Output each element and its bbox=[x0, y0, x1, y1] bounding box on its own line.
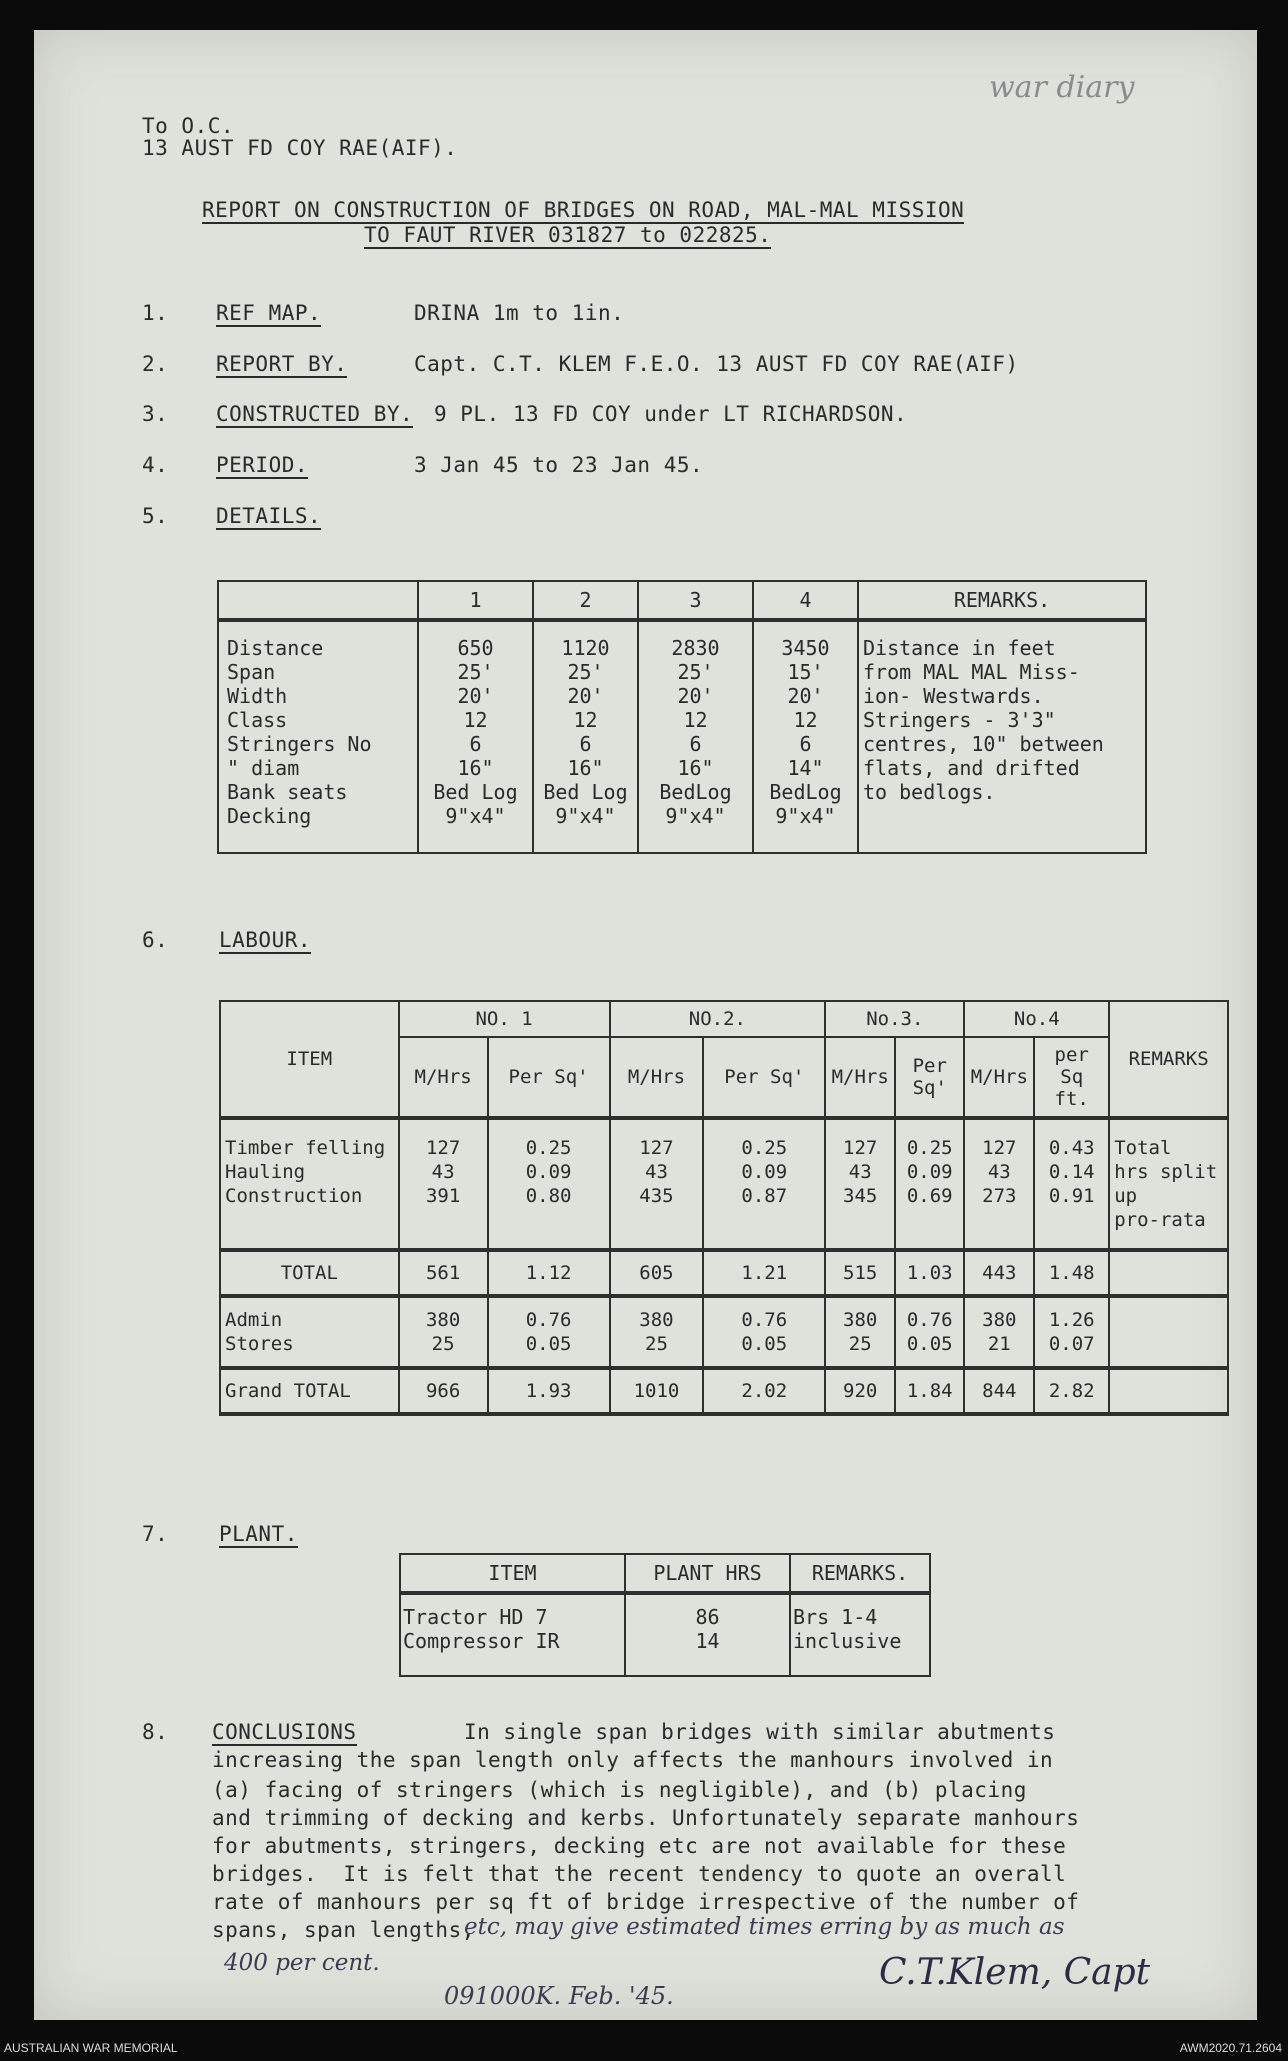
labour-total-remarks bbox=[1109, 1250, 1228, 1296]
conclusions-line: spans, span lengths, bbox=[212, 1918, 475, 1942]
labour-grand-cell: 2.82 bbox=[1034, 1368, 1109, 1414]
item-3-num: 3. bbox=[142, 402, 169, 426]
details-cell: 16" bbox=[457, 756, 494, 780]
labour-admin-col-1 bbox=[399, 1296, 488, 1368]
conclusions-line: for abutments, stringers, decking etc are not available for these bbox=[212, 1834, 1067, 1858]
details-label-stringers-diam: " diam bbox=[227, 756, 300, 780]
document-page bbox=[34, 30, 1257, 2020]
details-cell: 12 bbox=[683, 708, 708, 732]
labour-num: 6. bbox=[142, 928, 169, 952]
details-cell: 16" bbox=[677, 756, 714, 780]
labour-cell: 0.76 bbox=[906, 1309, 953, 1331]
labour-total-cell: 1.21 bbox=[703, 1250, 825, 1296]
details-remark-line: flats, and drifted bbox=[863, 756, 1080, 780]
labour-admin-rows bbox=[220, 1296, 1228, 1368]
labour-remarks bbox=[1109, 1118, 1228, 1250]
labour-cell: 25 bbox=[848, 1333, 872, 1355]
details-cell: BedLog bbox=[659, 780, 732, 804]
labour-cell: 0.76 bbox=[741, 1309, 788, 1331]
labour-label-admin: Admin bbox=[225, 1309, 283, 1331]
labour-label-construction: Construction bbox=[225, 1185, 363, 1207]
item-3-label: CONSTRUCTED BY. bbox=[216, 402, 414, 426]
conclusions-line: rate of manhours per sq ft of bridge irrespective of the number of bbox=[212, 1890, 1080, 1914]
details-header-bridge-1: 1 bbox=[418, 581, 533, 620]
plant-hrs: 14 bbox=[695, 1629, 720, 1653]
conclusions-line: increasing the span length only affects the manhours involved in bbox=[212, 1748, 1054, 1772]
labour-cell: 0.80 bbox=[525, 1185, 572, 1207]
labour-admin-col-2 bbox=[488, 1296, 610, 1368]
details-cell: 14" bbox=[787, 756, 824, 780]
plant-header-row bbox=[400, 1554, 930, 1593]
labour-cell: 0.09 bbox=[906, 1161, 953, 1183]
labour-cell: 0.05 bbox=[906, 1333, 953, 1355]
details-cell: 9"x4" bbox=[775, 804, 836, 828]
details-cell: 3450 bbox=[781, 636, 830, 660]
labour-cell: 0.25 bbox=[906, 1137, 953, 1159]
labour-cell: 435 bbox=[639, 1185, 674, 1207]
details-cell: Bed Log bbox=[543, 780, 628, 804]
details-header-bridge-2: 2 bbox=[533, 581, 638, 620]
labour-cell: 0.05 bbox=[741, 1333, 788, 1355]
details-cell: 1120 bbox=[561, 636, 610, 660]
labour-col-7 bbox=[964, 1118, 1034, 1250]
labour-admin-col-3 bbox=[610, 1296, 704, 1368]
labour-cell: 127 bbox=[639, 1137, 674, 1159]
labour-grand-cell: 844 bbox=[964, 1368, 1034, 1414]
labour-sub-header: Per Sq' bbox=[895, 1037, 964, 1118]
plant-num: 7. bbox=[142, 1522, 169, 1546]
details-labels-cell bbox=[218, 620, 418, 853]
labour-table bbox=[219, 1000, 1229, 1416]
details-remark-line: from MAL MAL Miss- bbox=[863, 660, 1080, 684]
details-header-remarks: REMARKS. bbox=[858, 581, 1146, 620]
labour-cell: 0.09 bbox=[525, 1161, 572, 1183]
item-1-value: DRINA 1m to 1in. bbox=[414, 301, 625, 325]
details-header-blank bbox=[218, 581, 418, 620]
labour-cell: 273 bbox=[982, 1185, 1017, 1207]
conclusions-line: (a) facing of stringers (which is negligible), and (b) placing bbox=[212, 1778, 1027, 1802]
labour-cell: 391 bbox=[425, 1185, 461, 1207]
labour-cell: 0.25 bbox=[525, 1137, 572, 1159]
details-cell: 20' bbox=[567, 684, 604, 708]
item-3-value: 9 PL. 13 FD COY under LT RICHARDSON. bbox=[434, 402, 908, 426]
item-2-label: REPORT BY. bbox=[216, 352, 348, 376]
details-cell: Bed Log bbox=[433, 780, 518, 804]
plant-body-row bbox=[400, 1593, 930, 1676]
labour-cell: 43 bbox=[848, 1161, 872, 1183]
labour-cell: 43 bbox=[431, 1161, 455, 1183]
plant-table bbox=[399, 1553, 931, 1677]
plant-item: Tractor HD 7 bbox=[403, 1605, 548, 1629]
labour-remark-line: hrs split bbox=[1114, 1161, 1218, 1183]
labour-grand-cell: 966 bbox=[399, 1368, 488, 1414]
labour-grand-cell: 1010 bbox=[610, 1368, 704, 1414]
labour-grand-cell: 1.84 bbox=[895, 1368, 964, 1414]
item-4-value: 3 Jan 45 to 23 Jan 45. bbox=[414, 453, 704, 477]
labour-heading: LABOUR. bbox=[219, 928, 312, 952]
labour-header-no2: NO.2. bbox=[610, 1001, 826, 1037]
labour-sub-header: M/Hrs bbox=[964, 1037, 1034, 1118]
item-1-num: 1. bbox=[142, 301, 169, 325]
details-label-stringers-no: Stringers No bbox=[227, 732, 372, 756]
item-1-label: REF MAP. bbox=[216, 301, 322, 325]
labour-admin-col-8 bbox=[1034, 1296, 1109, 1368]
conclusions-heading: CONCLUSIONS bbox=[212, 1720, 357, 1744]
plant-hrs: 86 bbox=[695, 1605, 720, 1629]
labour-cell: 43 bbox=[987, 1161, 1011, 1183]
labour-cell: 0.87 bbox=[741, 1185, 788, 1207]
item-4-num: 4. bbox=[142, 453, 169, 477]
labour-header-no1: NO. 1 bbox=[399, 1001, 610, 1037]
labour-admin-col-6 bbox=[895, 1296, 964, 1368]
details-table bbox=[217, 580, 1147, 854]
details-bridge-1-cell bbox=[418, 620, 533, 853]
details-bridge-3-cell bbox=[638, 620, 753, 853]
details-cell: BedLog bbox=[769, 780, 842, 804]
labour-sub-header: Per Sq' bbox=[703, 1037, 825, 1118]
details-remark-line: Distance in feet bbox=[863, 636, 1056, 660]
item-5-num: 5. bbox=[142, 504, 169, 528]
labour-total-cell: 1.12 bbox=[488, 1250, 610, 1296]
details-bridge-4-cell bbox=[753, 620, 858, 853]
labour-total-label: TOTAL bbox=[220, 1250, 399, 1296]
details-cell: 25' bbox=[457, 660, 494, 684]
labour-cell: 380 bbox=[425, 1309, 461, 1331]
labour-cell: 0.09 bbox=[741, 1161, 788, 1183]
labour-cell: 0.91 bbox=[1048, 1185, 1095, 1207]
details-cell: 12 bbox=[573, 708, 598, 732]
details-remark-line: ion- Westwards. bbox=[863, 684, 1044, 708]
labour-total-cell: 515 bbox=[825, 1250, 895, 1296]
details-label-class: Class bbox=[227, 708, 288, 732]
labour-cell: 345 bbox=[843, 1185, 878, 1207]
labour-sub-header: per Sq ft. bbox=[1034, 1037, 1109, 1118]
item-2-num: 2. bbox=[142, 352, 169, 376]
labour-remark-line: Total bbox=[1114, 1137, 1172, 1159]
conclusions-num: 8. bbox=[142, 1720, 169, 1744]
report-title-line-1: REPORT ON CONSTRUCTION OF BRIDGES ON ROAD, MAL-MAL MISSION bbox=[202, 198, 965, 222]
details-cell: 9"x4" bbox=[665, 804, 726, 828]
labour-cell: 21 bbox=[987, 1333, 1011, 1355]
labour-cell: 25 bbox=[431, 1333, 455, 1355]
conclusions-handwritten-end: etc, may give estimated times erring by as much as bbox=[464, 1914, 1065, 1940]
details-bridge-2-cell bbox=[533, 620, 638, 853]
labour-col-3 bbox=[610, 1118, 704, 1250]
details-label-span: Span bbox=[227, 660, 276, 684]
plant-items-cell bbox=[400, 1593, 625, 1676]
to-line-2: 13 AUST FD COY RAE(AIF). bbox=[142, 136, 458, 160]
to-line-1: To O.C. bbox=[142, 114, 235, 138]
plant-remark: Brs 1-4 bbox=[793, 1605, 878, 1629]
details-cell: 20' bbox=[677, 684, 714, 708]
details-label-distance: Distance bbox=[227, 636, 324, 660]
war-diary-annotation: war diary bbox=[989, 70, 1135, 105]
details-remarks-cell bbox=[858, 620, 1146, 853]
labour-cell: 0.69 bbox=[906, 1185, 953, 1207]
labour-grand-remarks bbox=[1109, 1368, 1228, 1414]
labour-header-no4: No.4 bbox=[964, 1001, 1109, 1037]
labour-sub-header: M/Hrs bbox=[610, 1037, 704, 1118]
labour-cell: 0.25 bbox=[741, 1137, 788, 1159]
item-2-value: Capt. C.T. KLEM F.E.O. 13 AUST FD COY RAE(AIF) bbox=[414, 352, 1019, 376]
labour-admin-remarks bbox=[1109, 1296, 1228, 1368]
report-title-line-2: TO FAUT RIVER 031827 to 022825. bbox=[364, 223, 772, 247]
archive-id: AWM2020.71.2604 bbox=[1179, 2041, 1282, 2055]
labour-cell: 0.43 bbox=[1048, 1137, 1095, 1159]
labour-admin-labels bbox=[220, 1296, 399, 1368]
plant-heading: PLANT. bbox=[219, 1522, 298, 1546]
details-cell: 12 bbox=[463, 708, 488, 732]
labour-grand-cell: 1.93 bbox=[488, 1368, 610, 1414]
signature: C.T.Klem, Capt bbox=[879, 1952, 1151, 1993]
labour-total-row bbox=[220, 1250, 1228, 1296]
conclusions-line: and trimming of decking and kerbs. Unfortunately separate manhours bbox=[212, 1806, 1080, 1830]
labour-grand-cell: 920 bbox=[825, 1368, 895, 1414]
conclusions-handwritten-line-2: 400 per cent. bbox=[224, 1950, 380, 1976]
labour-cell: 25 bbox=[645, 1333, 668, 1355]
details-cell: 6 bbox=[799, 732, 812, 756]
labour-grand-total-row bbox=[220, 1368, 1228, 1414]
labour-cell: 127 bbox=[982, 1137, 1017, 1159]
details-label-bank-seats: Bank seats bbox=[227, 780, 348, 804]
labour-label-timber: Timber felling bbox=[225, 1137, 386, 1159]
details-cell: 12 bbox=[793, 708, 818, 732]
labour-total-cell: 605 bbox=[610, 1250, 704, 1296]
conclusions-line: In single span bridges with similar abutments bbox=[464, 1720, 1056, 1744]
details-remark-line: to bedlogs. bbox=[863, 780, 996, 804]
plant-hrs-cell bbox=[625, 1593, 790, 1676]
labour-cell: 380 bbox=[639, 1309, 674, 1331]
labour-header-remarks: REMARKS bbox=[1109, 1001, 1228, 1118]
details-cell: 25' bbox=[677, 660, 714, 684]
plant-header-remarks: REMARKS. bbox=[790, 1554, 930, 1593]
labour-col-2 bbox=[488, 1118, 610, 1250]
labour-col-1 bbox=[399, 1118, 488, 1250]
labour-cell: 43 bbox=[645, 1161, 668, 1183]
details-cell: 16" bbox=[567, 756, 604, 780]
plant-header-item: ITEM bbox=[400, 1554, 625, 1593]
labour-work-labels bbox=[220, 1118, 399, 1250]
item-4-label: PERIOD. bbox=[216, 453, 309, 477]
labour-col-5 bbox=[825, 1118, 895, 1250]
details-cell: 650 bbox=[457, 636, 494, 660]
details-cell: 6 bbox=[579, 732, 592, 756]
labour-sub-header: M/Hrs bbox=[399, 1037, 488, 1118]
labour-remark-line: pro-rata bbox=[1114, 1209, 1206, 1231]
labour-sub-header: Per Sq' bbox=[488, 1037, 610, 1118]
plant-remarks-cell bbox=[790, 1593, 930, 1676]
labour-cell: 127 bbox=[425, 1137, 461, 1159]
labour-header-item: ITEM bbox=[220, 1001, 399, 1118]
labour-cell: 0.14 bbox=[1048, 1161, 1095, 1183]
labour-cell: 1.26 bbox=[1048, 1309, 1095, 1331]
details-header-bridge-3: 3 bbox=[638, 581, 753, 620]
labour-grand-label: Grand TOTAL bbox=[220, 1368, 399, 1414]
labour-header-no3: No.3. bbox=[825, 1001, 964, 1037]
labour-sub-header: M/Hrs bbox=[825, 1037, 895, 1118]
labour-total-cell: 1.48 bbox=[1034, 1250, 1109, 1296]
details-cell: 15' bbox=[787, 660, 824, 684]
labour-label-hauling: Hauling bbox=[225, 1161, 306, 1183]
date-reference: 091000K. Feb. '45. bbox=[444, 1982, 674, 2010]
labour-work-rows bbox=[220, 1118, 1228, 1250]
details-remark-line: Stringers - 3'3" bbox=[863, 708, 1056, 732]
details-cell: 25' bbox=[567, 660, 604, 684]
labour-cell: 127 bbox=[843, 1137, 878, 1159]
labour-cell: 0.76 bbox=[525, 1309, 572, 1331]
details-header-row bbox=[218, 581, 1146, 620]
labour-admin-col-7 bbox=[964, 1296, 1034, 1368]
labour-col-4 bbox=[703, 1118, 825, 1250]
labour-total-cell: 443 bbox=[964, 1250, 1034, 1296]
labour-header-row-1 bbox=[220, 1001, 1228, 1037]
plant-remark: inclusive bbox=[793, 1629, 902, 1653]
labour-grand-cell: 2.02 bbox=[703, 1368, 825, 1414]
plant-item: Compressor IR bbox=[403, 1629, 560, 1653]
labour-total-cell: 561 bbox=[399, 1250, 488, 1296]
labour-cell: 0.05 bbox=[525, 1333, 572, 1355]
details-cell: 20' bbox=[457, 684, 494, 708]
conclusions-line: bridges. It is felt that the recent tendency to quote an overall bbox=[212, 1862, 1067, 1886]
details-body-row bbox=[218, 620, 1146, 853]
details-cell: 9"x4" bbox=[555, 804, 616, 828]
details-cell: 20' bbox=[787, 684, 824, 708]
details-header-bridge-4: 4 bbox=[753, 581, 858, 620]
labour-total-cell: 1.03 bbox=[895, 1250, 964, 1296]
details-cell: 6 bbox=[469, 732, 482, 756]
details-cell: 2830 bbox=[671, 636, 720, 660]
labour-admin-col-4 bbox=[703, 1296, 825, 1368]
plant-header-hrs: PLANT HRS bbox=[625, 1554, 790, 1593]
labour-label-stores: Stores bbox=[225, 1333, 294, 1355]
details-label-width: Width bbox=[227, 684, 288, 708]
labour-cell: 380 bbox=[982, 1309, 1017, 1331]
item-5-label: DETAILS. bbox=[216, 504, 322, 528]
labour-remark-line: up bbox=[1114, 1185, 1138, 1207]
labour-col-8 bbox=[1034, 1118, 1109, 1250]
archive-label: AUSTRALIAN WAR MEMORIAL bbox=[4, 2041, 178, 2055]
details-label-decking: Decking bbox=[227, 804, 312, 828]
labour-admin-col-5 bbox=[825, 1296, 895, 1368]
details-remark-line: centres, 10" between bbox=[863, 732, 1104, 756]
labour-cell: 380 bbox=[843, 1309, 878, 1331]
labour-col-6 bbox=[895, 1118, 964, 1250]
details-cell: 9"x4" bbox=[445, 804, 506, 828]
labour-cell: 0.07 bbox=[1048, 1333, 1095, 1355]
details-cell: 6 bbox=[689, 732, 702, 756]
